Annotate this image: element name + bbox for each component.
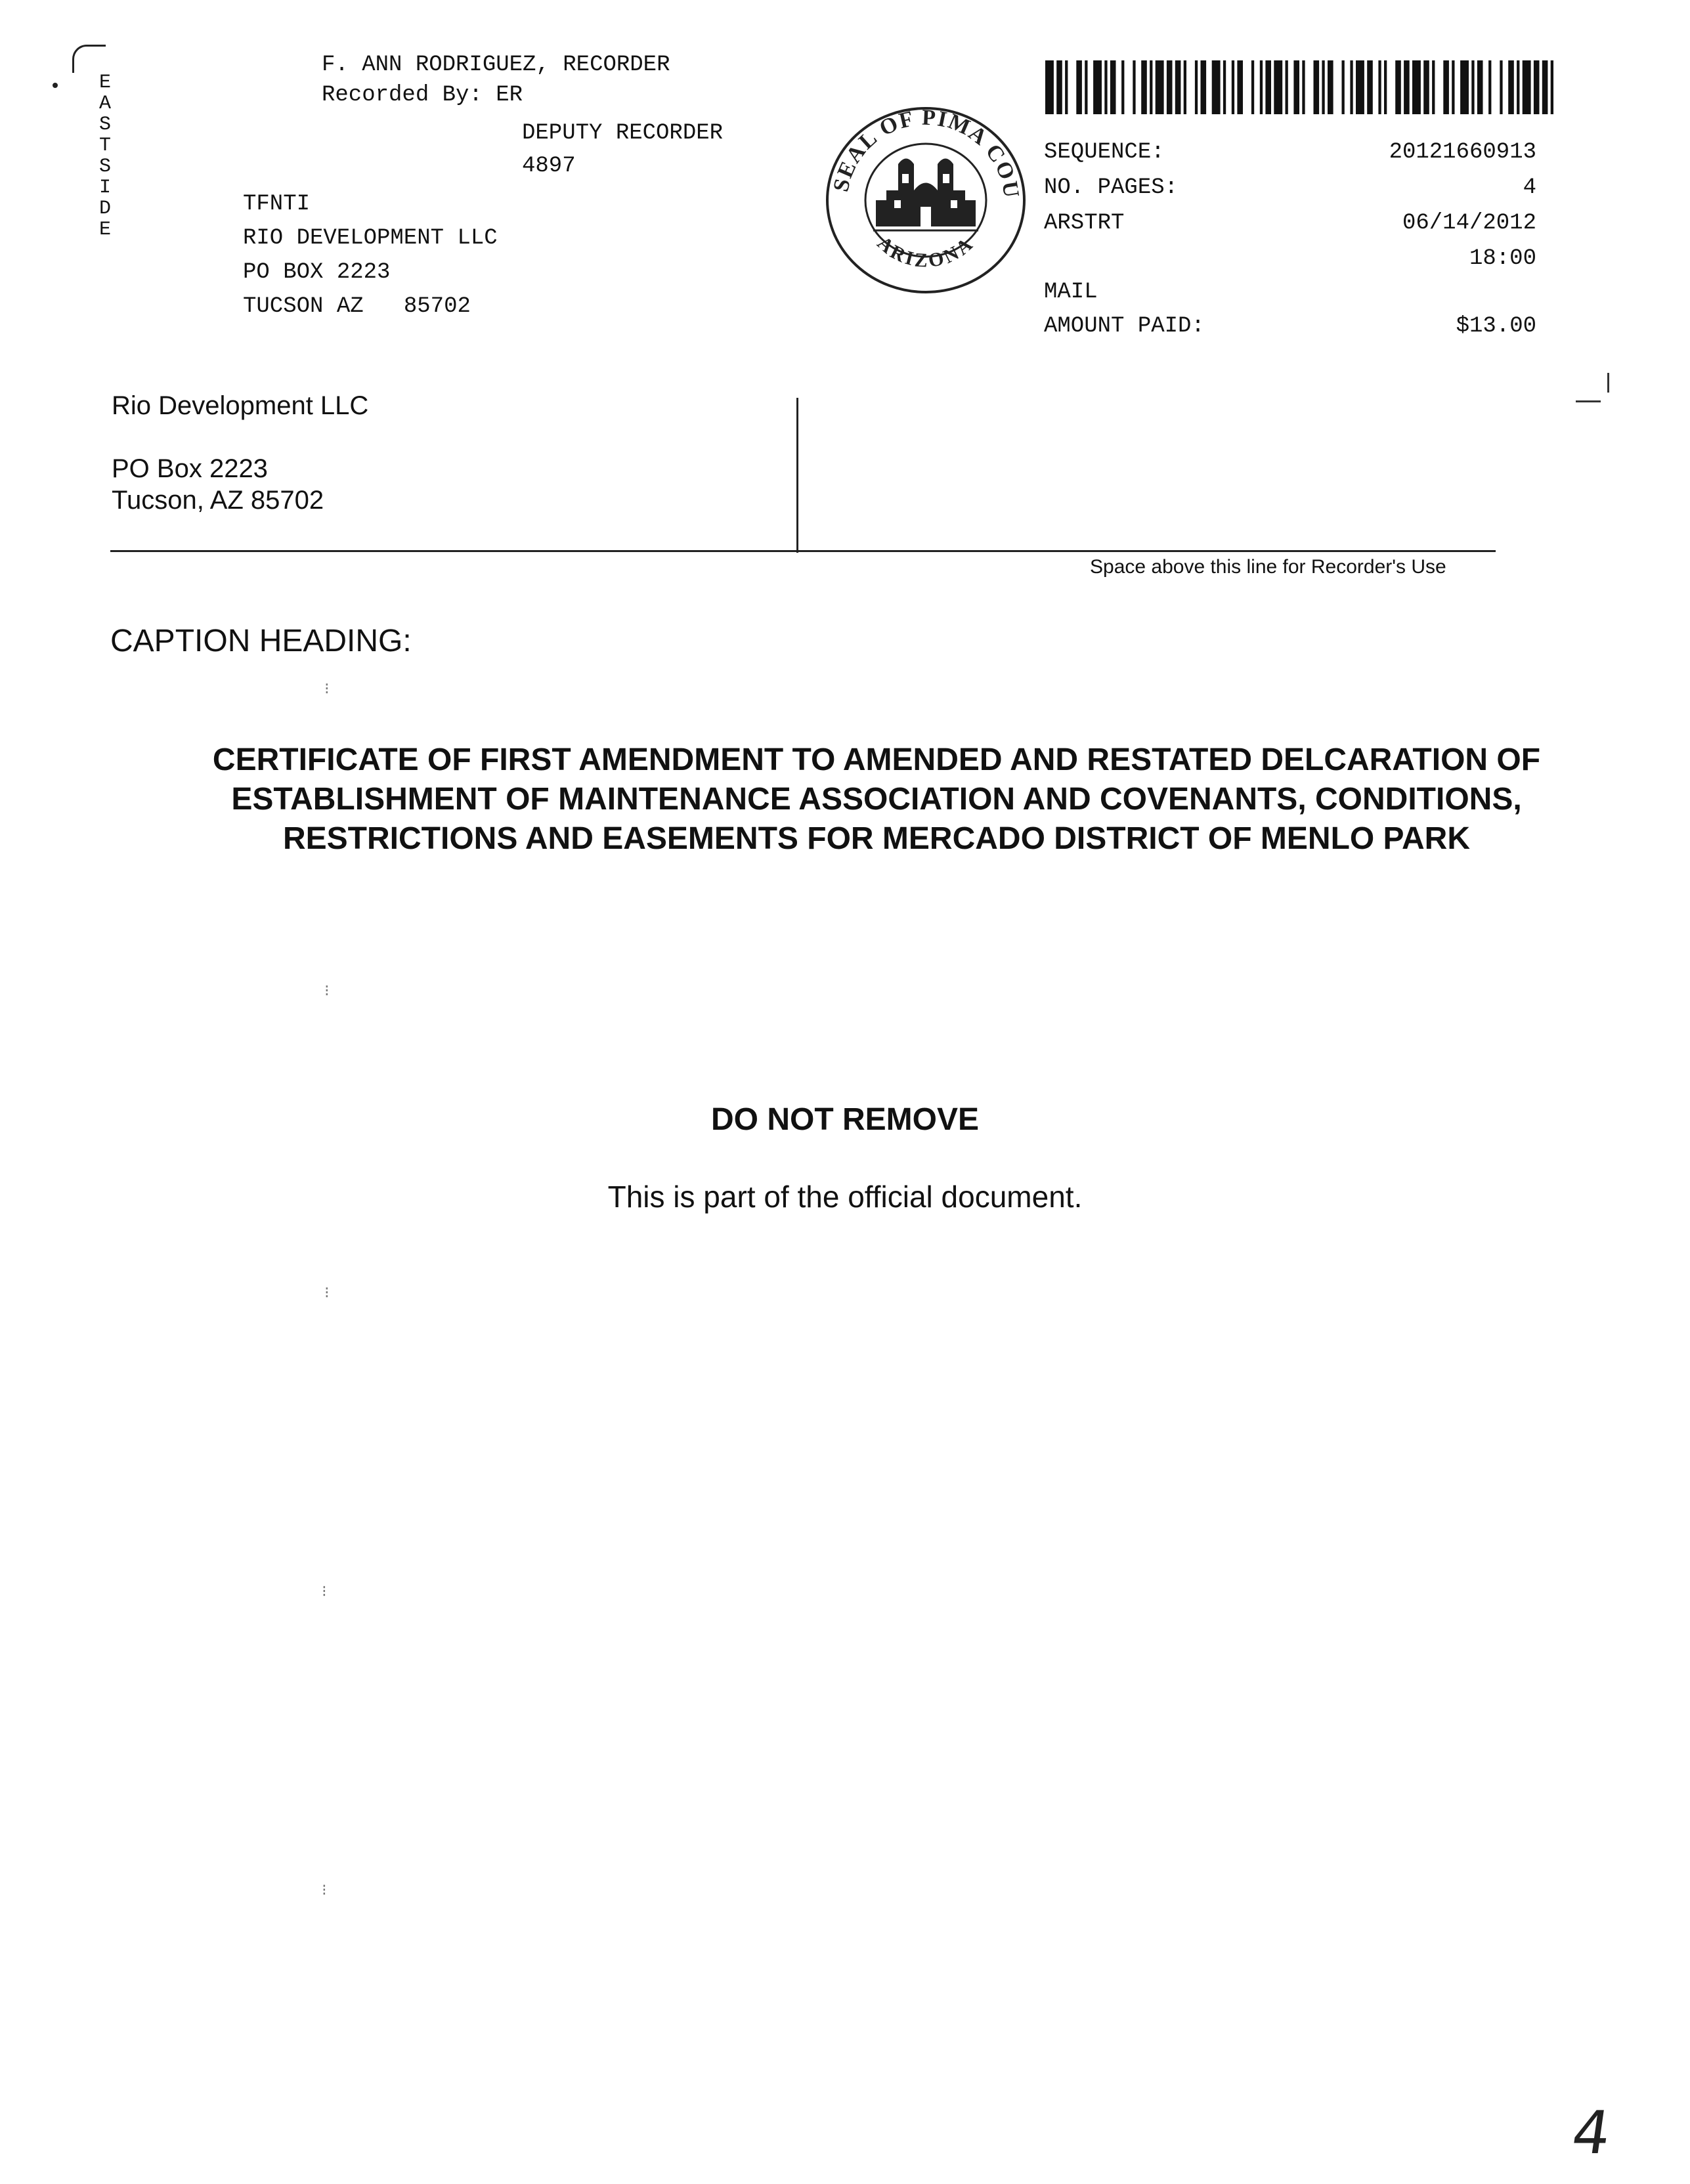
barcode-bar [1265,60,1271,114]
eastside-letter: I [98,177,111,199]
delivery-method: MAIL [1044,280,1098,305]
barcode-bar [1508,60,1514,114]
barcode-bar [1223,60,1226,114]
barcode-bar [1104,60,1107,114]
return-name: Rio Development LLC [112,391,369,420]
barcode-bar [1167,60,1173,114]
document-type: ARSTRT [1044,211,1125,236]
barcode-bar [1356,60,1364,114]
barcode-bar [1286,60,1288,114]
seal-icon [821,102,1031,299]
eastside-letter: A [98,93,111,115]
barcode-bar [1500,60,1502,114]
title-line: RESTRICTIONS AND EASEMENTS FOR MERCADO DISTRICT OF MENLO PARK [282,821,1470,856]
barcode-bar [1274,60,1282,114]
barcode-bar [1551,60,1553,114]
barcode-bar [1328,60,1333,114]
barcode-bar [1314,60,1320,114]
eastside-vertical-label [92,72,118,240]
barcode-bar [1212,60,1221,114]
mail-to-city-line [243,289,471,324]
barcode-bar [1195,60,1198,114]
eastside-letter: S [98,114,111,136]
barcode-bar [1150,60,1152,114]
barcode-bar [1085,60,1087,114]
margin-dash [1576,400,1601,402]
barcode-bar [1260,60,1263,114]
mail-to-name: RIO DEVELOPMENT LLC [243,226,498,251]
barcode-bar [1232,60,1234,114]
return-city: Tucson, AZ 85702 [112,486,324,515]
barcode-bar [1201,60,1207,114]
mail-to-city: TUCSON AZ [243,294,364,319]
sequence-value: 20121660913 [1389,140,1536,165]
barcode-bar [1121,60,1124,114]
record-time: 18:00 [1469,246,1536,271]
barcode-bar [1156,60,1164,114]
eastside-letter: S [98,156,111,178]
amount-value: $13.00 [1456,314,1536,339]
barcode-bar [1443,60,1449,114]
scan-tick: ⁝ [324,680,330,698]
title-line: CERTIFICATE OF FIRST AMENDMENT TO AMENDED AND RESTATED DELCARATION OF [212,742,1541,777]
barcode-bar [1184,60,1186,114]
barcode [1044,60,1563,114]
pages-value: 4 [1523,175,1536,200]
handwritten-page-mark: 4 [1567,2099,1615,2168]
scan-tick: ⁝ [324,982,330,1000]
barcode-bar [1350,60,1353,114]
pages-label: NO. PAGES: [1044,175,1179,200]
barcode-bar [1110,60,1116,114]
recorder-name: F. ANN RODRIGUEZ, RECORDER [322,53,670,77]
barcode-bar [1423,60,1429,114]
barcode-bar [1517,60,1519,114]
sequence-label: SEQUENCE: [1044,140,1165,165]
return-box: PO Box 2223 [112,454,268,483]
corner-mark [72,45,106,73]
barcode-bar [1251,60,1254,114]
barcode-bar [1412,60,1421,114]
barcode-bar [1076,60,1082,114]
barcode-bar [1471,60,1474,114]
barcode-bar [1056,60,1062,114]
scan-tick: ⁝ [324,1284,330,1302]
mail-to-code: TFNTI [243,192,311,217]
pima-county-seal [821,102,1031,299]
barcode-bar [1237,60,1243,114]
eastside-letter: D [98,198,111,220]
barcode-bar [1523,60,1531,114]
address-divider [796,398,798,553]
barcode-bar [1322,60,1324,114]
barcode-bar [1342,60,1345,114]
barcode-bar [1432,60,1435,114]
barcode-bar [1133,60,1135,114]
barcode-bar [1293,60,1299,114]
margin-tick [1607,373,1609,393]
barcode-bar [1404,60,1410,114]
mail-to-box: PO BOX 2223 [243,260,391,285]
seal-top-text: SEAL OF PIMA COU [829,105,1024,201]
barcode-bar [1488,60,1491,114]
recorder-use-line [110,550,1496,552]
document-title [131,740,1622,859]
barcode-bar [1477,60,1483,114]
mail-to-zip: 85702 [403,294,471,319]
caption-heading: CAPTION HEADING: [110,624,412,658]
record-date: 06/14/2012 [1402,211,1536,236]
notice-text: This is part of the official document. [607,1180,1083,1214]
deputy-id: 4897 [522,154,576,179]
title-line: ESTABLISHMENT OF MAINTENANCE ASSOCIATION AND COVENANTS, CONDITIONS, [231,782,1522,817]
barcode-bar [1378,60,1381,114]
eastside-letter: E [98,219,111,241]
barcode-bar [1367,60,1373,114]
barcode-bar [1175,60,1181,114]
barcode-icon [1044,60,1563,114]
barcode-bar [1045,60,1054,114]
barcode-bar [1395,60,1401,114]
amount-label: AMOUNT PAID: [1044,314,1205,339]
eastside-letter: E [98,72,111,94]
barcode-bar [1542,60,1548,114]
recorded-by: Recorded By: ER [322,83,523,108]
barcode-bar [1093,60,1102,114]
scan-tick: ⁝ [322,1881,327,1899]
barcode-bar [1302,60,1305,114]
barcode-bar [1452,60,1454,114]
barcode-bar [1065,60,1068,114]
seal-bottom-text: ARIZONA [873,232,979,272]
barcode-bar [1534,60,1540,114]
notice-heading: DO NOT REMOVE [710,1102,980,1137]
barcode-bar [1384,60,1387,114]
recorder-use-note: Space above this line for Recorder's Use [1090,556,1446,578]
deputy-recorder: DEPUTY RECORDER [522,121,724,146]
scan-tick: ⁝ [322,1583,327,1600]
eastside-letter: T [98,135,111,157]
scan-dot [53,83,58,88]
barcode-bar [1460,60,1469,114]
barcode-bar [1141,60,1147,114]
